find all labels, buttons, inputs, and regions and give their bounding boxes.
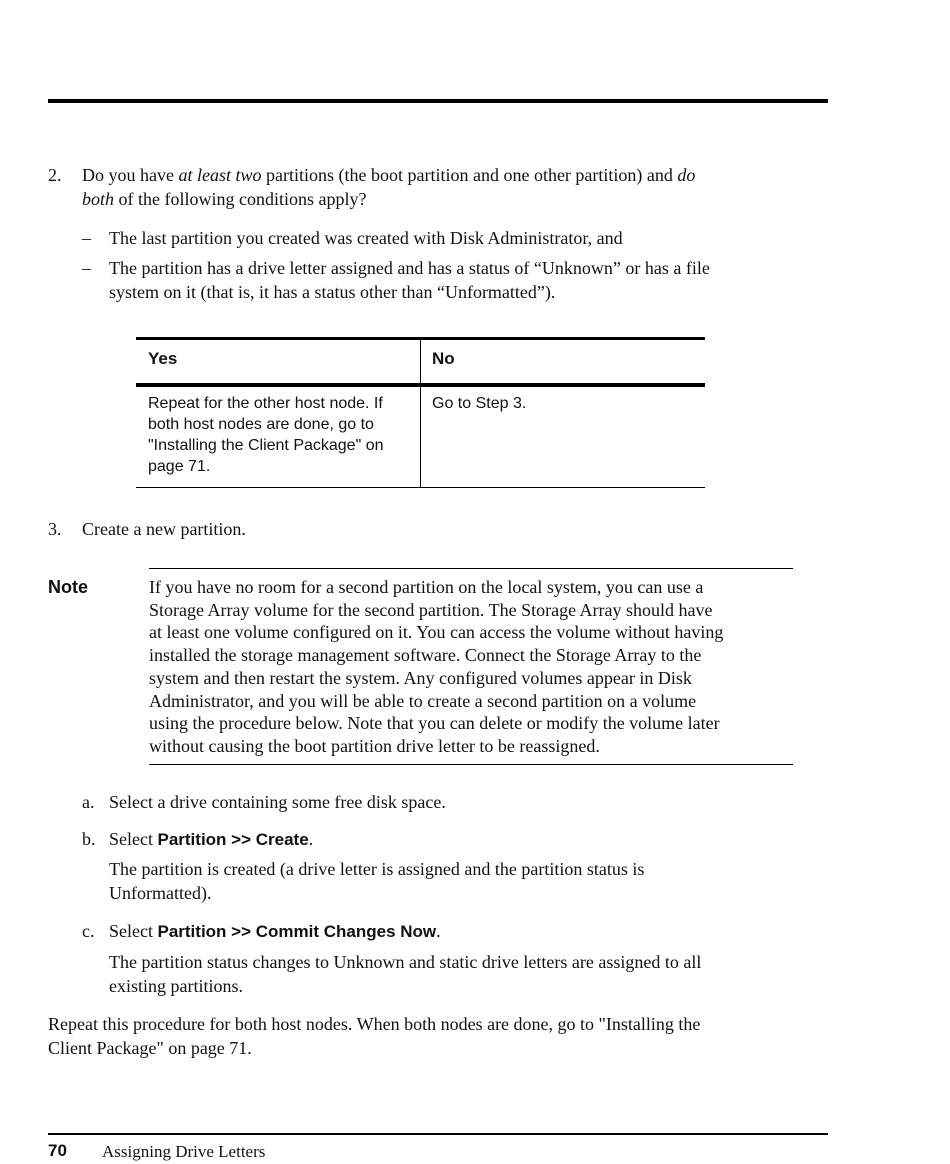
substep-a-text: Select a drive containing some free disk space.	[109, 792, 446, 812]
text: The partition has a drive letter assigned and has a status of “Unknown” or has a file	[109, 258, 710, 278]
note-line: installed the storage management software. Connect the Storage Array to the	[149, 645, 702, 666]
step-3-number: 3.	[48, 519, 62, 539]
footer-section-title: Assigning Drive Letters	[102, 1142, 266, 1161]
table-bottom-rule	[136, 487, 705, 488]
bullet-dash: –	[82, 228, 91, 248]
substep-b-text	[109, 827, 313, 852]
text: Select	[109, 829, 158, 849]
text: Client Package" on page 71.	[48, 1038, 252, 1058]
step-2-number: 2.	[48, 165, 62, 185]
step-3-text: Create a new partition.	[82, 519, 246, 539]
bullet-item	[109, 256, 710, 304]
table-cell-no: Go to Step 3.	[432, 395, 527, 412]
text: of the following conditions apply?	[114, 189, 367, 209]
substep-c-letter: c.	[82, 921, 95, 941]
text: .	[436, 921, 441, 941]
text: Do you have	[82, 165, 179, 185]
menu-command: Partition >> Commit Changes Now	[157, 922, 437, 941]
note-line: If you have no room for a second partition on the local system, you can use a	[149, 577, 704, 597]
text: .	[308, 829, 314, 849]
substep-b-result	[109, 857, 644, 905]
text: system on it (that is, it has a status other than “Unformatted”).	[109, 282, 556, 302]
table-column-divider	[420, 340, 421, 488]
note-line: Storage Array volume for the second partition. The Storage Array should have	[149, 599, 713, 620]
note-line: using the procedure below. Note that you can delete or modify the volume later	[149, 713, 720, 734]
text: existing partitions.	[109, 976, 243, 996]
substep-c-text	[109, 919, 441, 944]
note-line: at least one volume configured on it. You can access the volume without having	[149, 622, 724, 643]
emphasis: both	[82, 189, 115, 209]
footer-rule	[48, 1133, 828, 1135]
note-line: Administrator, and you will be able to create a second partition on a volume	[149, 690, 697, 711]
table-header-no: No	[432, 349, 455, 368]
text: Select	[109, 921, 158, 941]
substep-b-letter: b.	[82, 829, 96, 849]
text: Unformatted).	[109, 883, 212, 903]
text: The partition status changes to Unknown and static drive letters are assigned to all	[109, 952, 702, 972]
closing-paragraph	[48, 1012, 700, 1060]
header-rule	[48, 99, 828, 103]
note-label: Note	[48, 577, 88, 597]
note-line: system and then restart the system. Any configured volumes appear in Disk	[149, 667, 692, 688]
emphasis: at least two	[178, 165, 262, 185]
step-2-text	[82, 163, 802, 211]
substep-c-result	[109, 950, 701, 998]
note-bottom-rule	[149, 764, 793, 765]
note-line: without causing the boot partition drive letter to be reassigned.	[149, 735, 600, 756]
text: The partition is created (a drive letter is assigned and the partition status is	[109, 859, 645, 879]
table-cell-yes: Repeat for the other host node. If both host nodes are done, go to "Installing the Client Package" on page 71.	[148, 395, 384, 475]
menu-command: Partition >> Create	[157, 830, 309, 849]
text: Repeat this procedure for both host nodes. When both nodes are done, go to "Installing the	[48, 1014, 701, 1034]
page-number: 70	[48, 1141, 67, 1160]
substep-a-letter: a.	[82, 792, 95, 812]
note-text	[149, 576, 723, 758]
table-header-yes: Yes	[148, 349, 178, 368]
bullet-item: The last partition you created was created with Disk Administrator, and	[109, 228, 623, 248]
emphasis: do	[677, 165, 696, 185]
text: partitions (the boot partition and one other partition) and	[261, 165, 678, 185]
bullet-dash: –	[82, 258, 91, 278]
note-top-rule	[149, 568, 793, 569]
